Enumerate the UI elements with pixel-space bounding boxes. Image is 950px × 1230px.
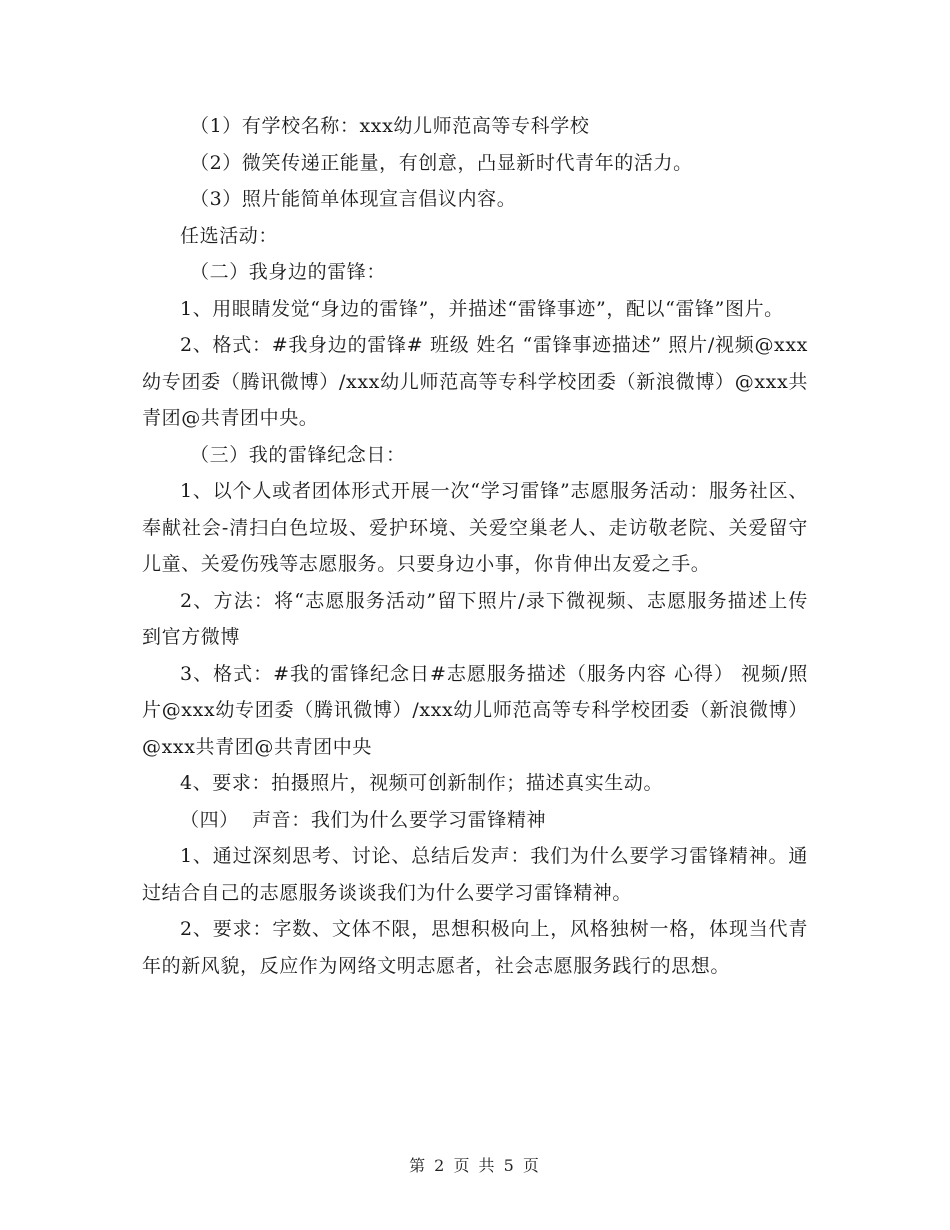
- requirement-positive-energy: （2）微笑传递正能量，有创意，凸显新时代青年的活力。: [190, 151, 693, 174]
- section-three-item-3: 3、格式：#我的雷锋纪念日#志愿服务描述（服务内容 心得） 视频/照片@xxx幼专团委（腾讯微博）/xxx幼儿师范高等专科学校团委（新浪微博）@xxx共青团@共青团中央: [142, 662, 808, 758]
- section-three-heading: （三）我的雷锋纪念日：: [190, 443, 406, 466]
- section-two-heading: （二）我身边的雷锋：: [190, 261, 387, 283]
- section-four-item-1: 1、通过深刻思考、讨论、总结后发声：我们为什么要学习雷锋精神。通过结合自己的志愿服务谈谈我们为什么要学习雷锋精神。: [142, 845, 808, 904]
- section-three-item-4: 4、要求：拍摄照片，视频可创新制作；描述真实生动。: [180, 772, 664, 794]
- section-three-item-2: 2、方法：将“志愿服务活动”留下照片/录下微视频、志愿服务描述上传到官方微博: [142, 589, 808, 648]
- requirement-school-name: （1）有学校名称：xxx幼儿师范高等专科学校: [190, 115, 590, 137]
- section-two-item-1: 1、用眼睛发觉“身边的雷锋”，并描述“雷锋事迹”，配以“雷锋”图片。: [180, 297, 784, 320]
- optional-activities-heading: 任选活动：: [180, 224, 279, 247]
- document-body: [142, 108, 808, 984]
- section-four-item-2: 2、要求：字数、文体不限，思想积极向上，风格独树一格，体现当代青年的新风貌，反应作为网络文明志愿者，社会志愿服务践行的思想。: [142, 918, 808, 977]
- section-two-item-2: 2、格式：#我身边的雷锋# 班级 姓名 “雷锋事迹描述” 照片/视频@xxx幼专团委（腾讯微博）/xxx幼儿师范高等专科学校团委（新浪微博）@xxx共青团@共青团中央。: [142, 334, 808, 429]
- requirement-photo-content: （3）照片能简单体现宣言倡议内容。: [190, 188, 517, 210]
- section-four-heading: （四） 声音：我们为什么要学习雷锋精神: [180, 808, 547, 831]
- page-number-footer: 第 2 页 共 5 页: [409, 1156, 541, 1175]
- section-three-item-1: 1、以个人或者团体形式开展一次“学习雷锋”志愿服务活动：服务社区、奉献社会-清扫白色垃圾、爱护环境、关爱空巢老人、走访敬老院、关爱留守儿童、关爱伤残等志愿服务。只要身边小事，你肯伸出友爱之手。: [142, 480, 808, 575]
